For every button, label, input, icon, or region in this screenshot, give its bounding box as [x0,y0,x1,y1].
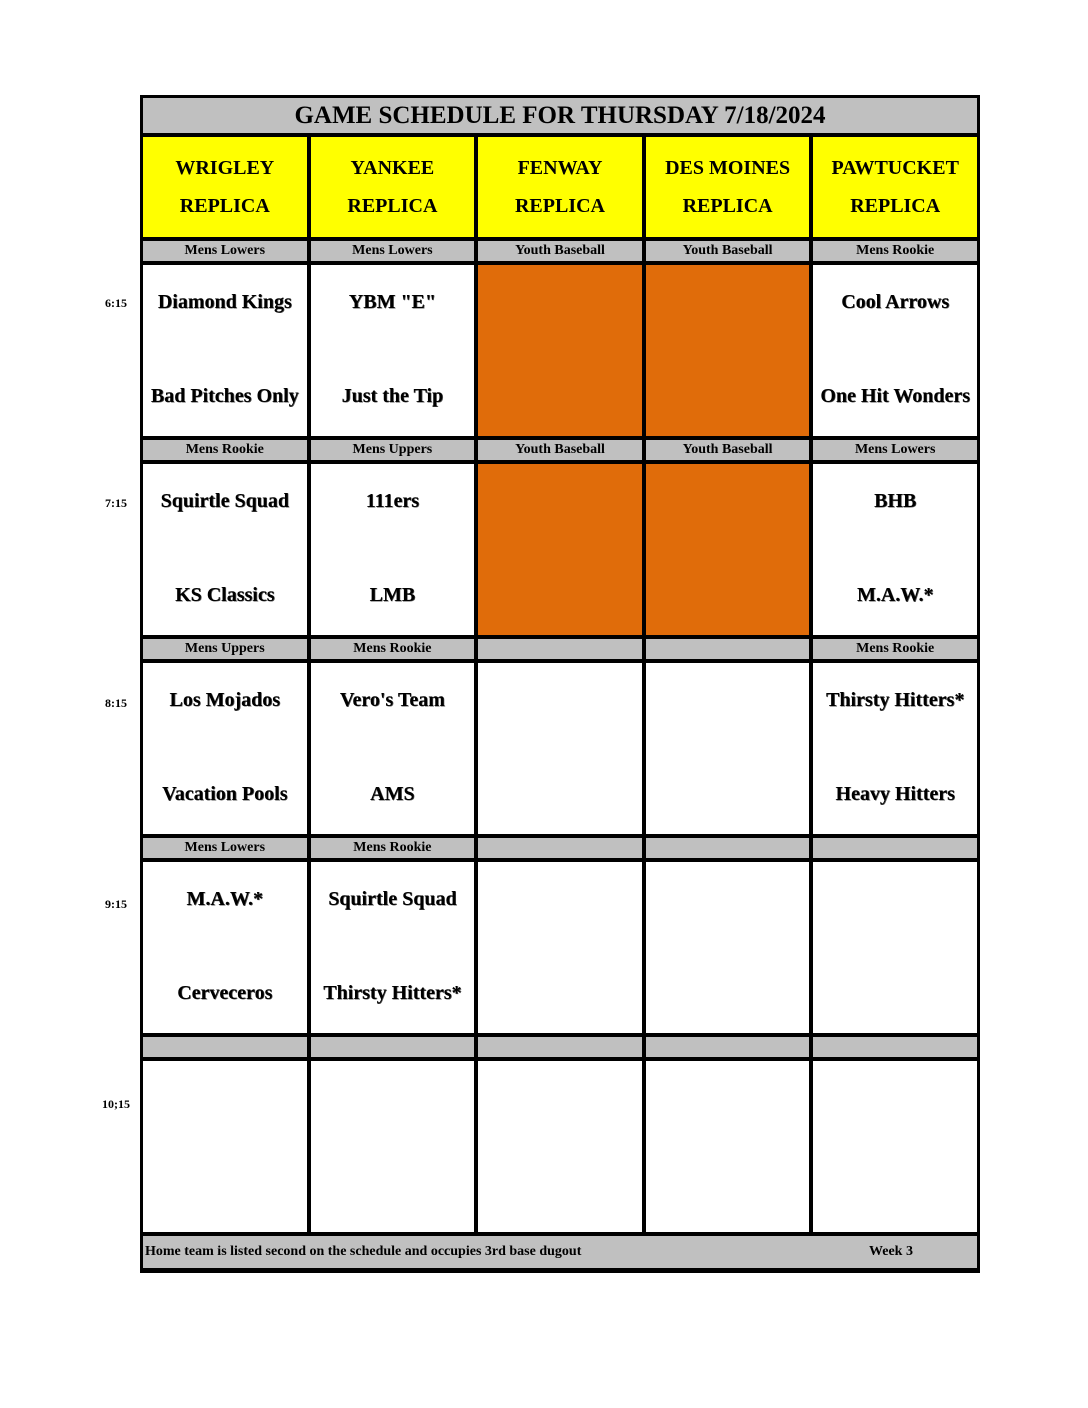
league-label [646,838,810,858]
league-label [478,639,642,659]
field-header-fenway [478,137,642,237]
time-label: 7:15 [105,496,127,510]
game-cell [813,663,977,834]
league-label: Mens Lowers [143,241,307,261]
game-cell [646,862,810,1033]
schedule-table [140,95,980,1273]
league-label: Mens Lowers [813,440,977,460]
game-cell [478,1061,642,1232]
time-label: 9:15 [105,897,127,911]
home-team: Vacation Pools [162,783,288,805]
field-header-des-moines [646,137,810,237]
reserved-cell [646,265,810,436]
game-cell [143,862,307,1033]
home-team: One Hit Wonders [820,385,971,407]
game-cell [813,862,977,1033]
footer-bar [143,1236,977,1268]
league-label: Mens Rookie [813,639,977,659]
field-subtitle: REPLICA [514,195,605,217]
field-name: PAWTUCKET [831,157,959,179]
league-label: Mens Rookie [813,241,977,261]
home-team: Heavy Hitters [835,783,955,805]
home-team: M.A.W.* [856,584,934,606]
away-team: M.A.W.* [186,888,264,910]
league-label [646,1037,810,1057]
reserved-cell [478,265,642,436]
field-name: DES MOINES [665,157,791,179]
league-label: Mens Uppers [143,639,307,659]
schedule-title: GAME SCHEDULE FOR THURSDAY 7/18/2024 [143,98,977,133]
game-cell [311,1061,475,1232]
league-label [813,1037,977,1057]
field-header-pawtucket [813,137,977,237]
field-subtitle: REPLICA [347,195,438,217]
field-subtitle: REPLICA [179,195,270,217]
game-cell [143,265,307,436]
game-cell [311,862,475,1033]
league-label [478,1037,642,1057]
game-cell [143,464,307,635]
away-team: Diamond Kings [157,291,292,313]
home-team: Thirsty Hitters* [323,982,462,1004]
field-header-yankee [311,137,475,237]
field-name: YANKEE [350,157,435,179]
away-team: Los Mojados [169,689,281,711]
away-team: Vero's Team [339,689,445,711]
league-label [143,1037,307,1057]
reserved-cell [478,464,642,635]
league-label: Mens Rookie [311,838,475,858]
field-subtitle: REPLICA [850,195,941,217]
footer-note: Home team is listed second on the schedule and occupies 3rd base dugout [145,1244,582,1259]
home-team: Cerveceros [177,982,273,1004]
game-cell [311,663,475,834]
game-cell [311,265,475,436]
away-team: Thirsty Hitters* [826,689,965,711]
home-team: LMB [369,584,416,606]
away-team: YBM "E" [348,291,436,313]
game-cell [478,862,642,1033]
field-name: FENWAY [517,157,603,179]
league-label [311,1037,475,1057]
time-label: 6:15 [105,296,127,310]
game-cell [311,464,475,635]
game-cell [478,663,642,834]
home-team: Just the Tip [341,385,444,407]
week-label: Week 3 [869,1244,913,1259]
field-name: WRIGLEY [175,157,275,179]
league-label: Mens Lowers [143,838,307,858]
game-cell [646,663,810,834]
league-label: Mens Lowers [311,241,475,261]
away-team: Squirtle Squad [328,888,457,910]
away-team: Cool Arrows [841,291,950,313]
time-label: 8:15 [105,696,127,710]
game-cell [143,663,307,834]
reserved-cell [646,464,810,635]
league-label: Youth Baseball [478,440,642,460]
away-team: 111ers [365,490,420,512]
league-label: Mens Uppers [311,440,475,460]
game-cell [646,1061,810,1232]
field-subtitle: REPLICA [682,195,773,217]
game-cell [143,1061,307,1232]
home-team: Bad Pitches Only [150,385,299,407]
league-label: Youth Baseball [478,241,642,261]
home-team: KS Classics [175,584,275,606]
time-label: 10;15 [102,1097,130,1111]
league-label: Youth Baseball [646,241,810,261]
league-label: Mens Rookie [311,639,475,659]
game-cell [813,265,977,436]
field-header-wrigley [143,137,307,237]
league-label: Youth Baseball [646,440,810,460]
league-label [646,639,810,659]
away-team: Squirtle Squad [160,490,289,512]
game-cell [813,464,977,635]
game-cell [813,1061,977,1232]
home-team: AMS [370,783,415,805]
league-label [478,838,642,858]
league-label: Mens Rookie [143,440,307,460]
away-team: BHB [874,490,917,512]
league-label [813,838,977,858]
